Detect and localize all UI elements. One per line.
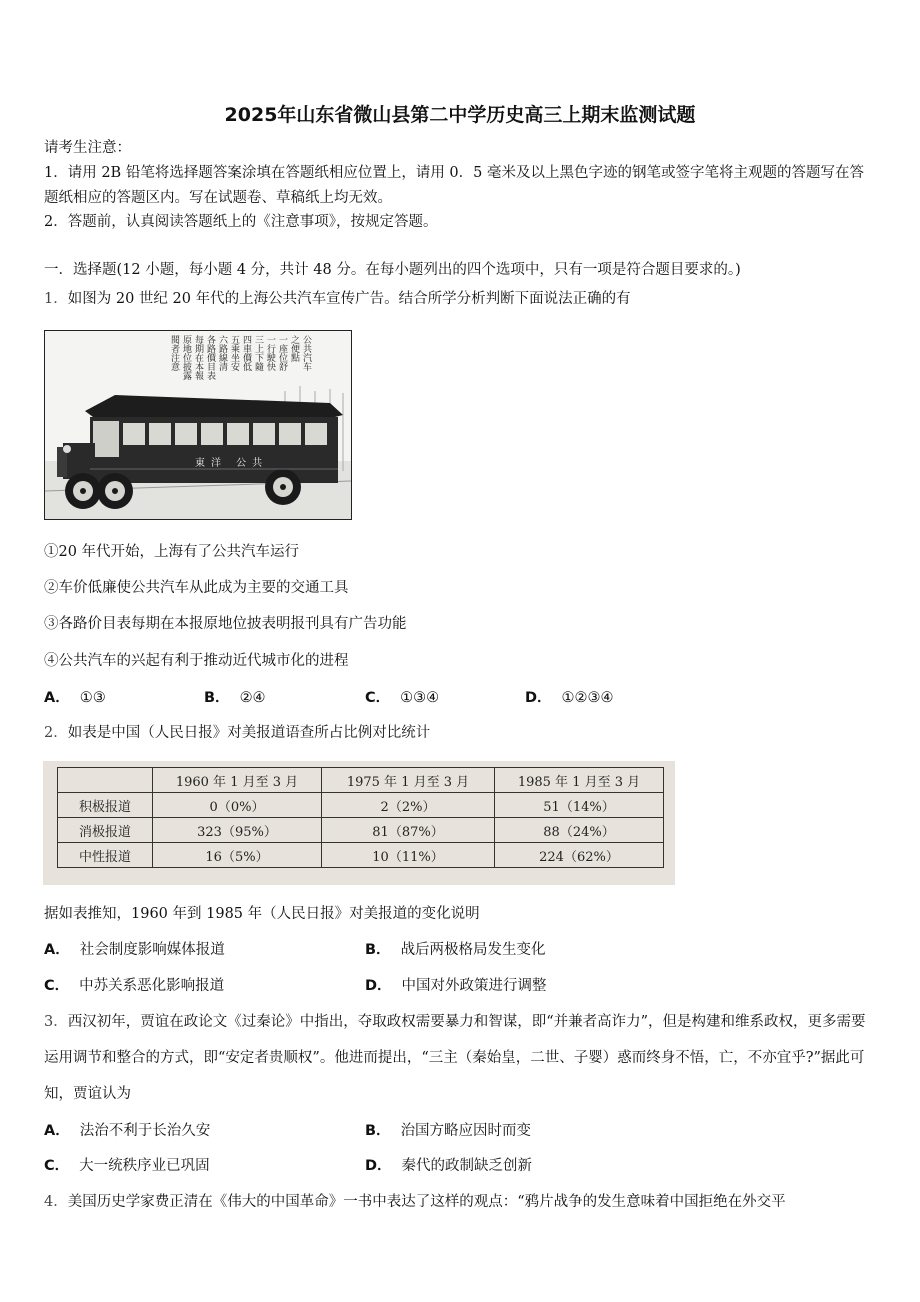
ad-text-column: 公共汽车 bbox=[301, 335, 311, 371]
q1-statement-2: ②车价低廉使公共汽车从此成为主要的交通工具 bbox=[44, 580, 349, 596]
ad-text-column: 一行駛快 bbox=[265, 335, 275, 371]
question-number: 4． bbox=[44, 1194, 68, 1210]
table-cell: 0（0%） bbox=[153, 793, 322, 818]
q1-option-d[interactable]: D． ①②③④ bbox=[525, 690, 614, 706]
q1-statement-3: ③各路价目表每期在本报原地位披表明报刊具有广告功能 bbox=[44, 616, 407, 632]
table-cell: 51（14%） bbox=[495, 793, 664, 818]
table-cell: 消极报道 bbox=[58, 818, 153, 843]
q2-option-b[interactable]: B． 战后两极格局发生变化 bbox=[365, 942, 546, 958]
notice-heading: 请考生注意： bbox=[44, 140, 131, 156]
ad-text-column: 三上下隨 bbox=[253, 335, 263, 371]
question-number: 3． bbox=[44, 1014, 68, 1030]
table-cell: 积极报道 bbox=[58, 793, 153, 818]
table-row bbox=[58, 793, 664, 818]
ad-text-column: 六路線清 bbox=[217, 335, 227, 371]
ad-text-column: 各路價目表 bbox=[205, 335, 215, 380]
ad-text-column: 閱者注意 bbox=[169, 335, 179, 371]
ad-text-column: 每期在本報 bbox=[193, 335, 203, 380]
ad-text-column: 之便點 bbox=[289, 335, 299, 362]
q2-option-a[interactable]: A． 社会制度影响媒体报道 bbox=[44, 942, 225, 958]
table-cell: 81（87%） bbox=[322, 818, 495, 843]
statistics-table-image bbox=[43, 761, 675, 885]
question-text: 如图为 20 世纪 20 年代的上海公共汽车宣传广告。结合所学分析判断下面说法正确的有 bbox=[67, 291, 631, 307]
ad-text-column: 一座位舒 bbox=[277, 335, 287, 371]
table-cell: 2（2%） bbox=[322, 793, 495, 818]
table-header-cell: 1975 年 1 月至 3 月 bbox=[322, 768, 495, 793]
ad-text-column: 五乘坐安 bbox=[229, 335, 239, 371]
q2-option-c[interactable]: C． 中苏关系恶化影响报道 bbox=[44, 978, 225, 994]
notice-item-2: 2．答题前，认真阅读答题纸上的《注意事项》，按规定答题。 bbox=[44, 214, 438, 230]
table-header-cell: 1960 年 1 月至 3 月 bbox=[153, 768, 322, 793]
question-3-stem bbox=[44, 1004, 878, 1112]
q1-option-a[interactable]: A． ①③ bbox=[44, 690, 106, 706]
statistics-table bbox=[57, 767, 664, 868]
notice-item-1: 1．请用 2B 铅笔将选择题答案涂填在答题纸相应位置上，请用 0．5 毫米及以上黑色字迹的钢笔或签字笔将主观题的答题写在答题纸相应的答题区内。写在试题卷、草稿纸上均无效。 bbox=[44, 165, 864, 206]
table-cell: 323（95%） bbox=[153, 818, 322, 843]
question-1-stem bbox=[44, 287, 878, 311]
bus-advertisement-image bbox=[44, 330, 352, 520]
q3-option-d[interactable]: D． 秦代的政制缺乏创新 bbox=[365, 1158, 533, 1174]
q3-option-c[interactable]: C． 大一统秩序业已巩固 bbox=[44, 1158, 210, 1174]
ad-text-column: 四車價低 bbox=[241, 335, 251, 371]
ad-text-column: 原地位披露 bbox=[181, 335, 191, 380]
bus-side-label: 東洋 公共 bbox=[195, 458, 269, 469]
table-header-cell bbox=[58, 768, 153, 793]
question-2-stem bbox=[44, 721, 878, 745]
q1-statement-1: ①20 年代开始，上海有了公共汽车运行 bbox=[44, 544, 300, 560]
section-heading: 一．选择题(12 小题，每小题 4 分，共计 48 分。在每小题列出的四个选项中，只有一项是符合题目要求的。) bbox=[44, 262, 741, 278]
question-4-stem bbox=[44, 1190, 878, 1214]
q1-statement-4: ④公共汽车的兴起有利于推动近代城市化的进程 bbox=[44, 653, 349, 669]
bus-drawing bbox=[45, 331, 351, 519]
page-title: 2025年山东省微山县第二中学历史高三上期末监测试题 bbox=[224, 104, 696, 126]
question-text: 美国历史学家费正清在《伟大的中国革命》一书中表达了这样的观点：“鸦片战争的发生意味着中国拒绝在外交平 bbox=[67, 1194, 786, 1210]
table-cell: 224（62%） bbox=[495, 843, 664, 868]
q2-option-d[interactable]: D． 中国对外政策进行调整 bbox=[365, 978, 547, 994]
table-cell: 16（5%） bbox=[153, 843, 322, 868]
q1-option-c[interactable]: C． ①③④ bbox=[365, 690, 440, 706]
table-cell: 中性报道 bbox=[58, 843, 153, 868]
q3-option-b[interactable]: B． 治国方略应因时而变 bbox=[365, 1123, 532, 1139]
table-cell: 88（24%） bbox=[495, 818, 664, 843]
question-number: 1． bbox=[44, 291, 68, 307]
table-cell: 10（11%） bbox=[322, 843, 495, 868]
table-header-row bbox=[58, 768, 664, 793]
question-number: 2． bbox=[44, 725, 68, 741]
q2-follow-text: 据如表推知，1960 年到 1985 年（人民日报》对美报道的变化说明 bbox=[44, 906, 480, 922]
q3-option-a[interactable]: A． 法治不利于长治久安 bbox=[44, 1123, 211, 1139]
table-row bbox=[58, 843, 664, 868]
q1-option-b[interactable]: B． ②④ bbox=[204, 690, 266, 706]
question-text: 如表是中国（人民日报》对美报道语查所占比例对比统计 bbox=[67, 725, 431, 741]
table-row bbox=[58, 818, 664, 843]
question-text: 西汉初年，贾谊在政论文《过秦论》中指出，夺取政权需要暴力和智谋，即“并兼者高诈力”，但是构建和维系政权，更多需要运用调节和整合的方式，即“安定者贵顺权”。他进而提出，“三主（秦始皇，二世、子婴）惑而终身不悟，亡，不亦宜乎?”据此可知，贾谊认为 bbox=[44, 1014, 866, 1102]
table-header-cell: 1985 年 1 月至 3 月 bbox=[495, 768, 664, 793]
